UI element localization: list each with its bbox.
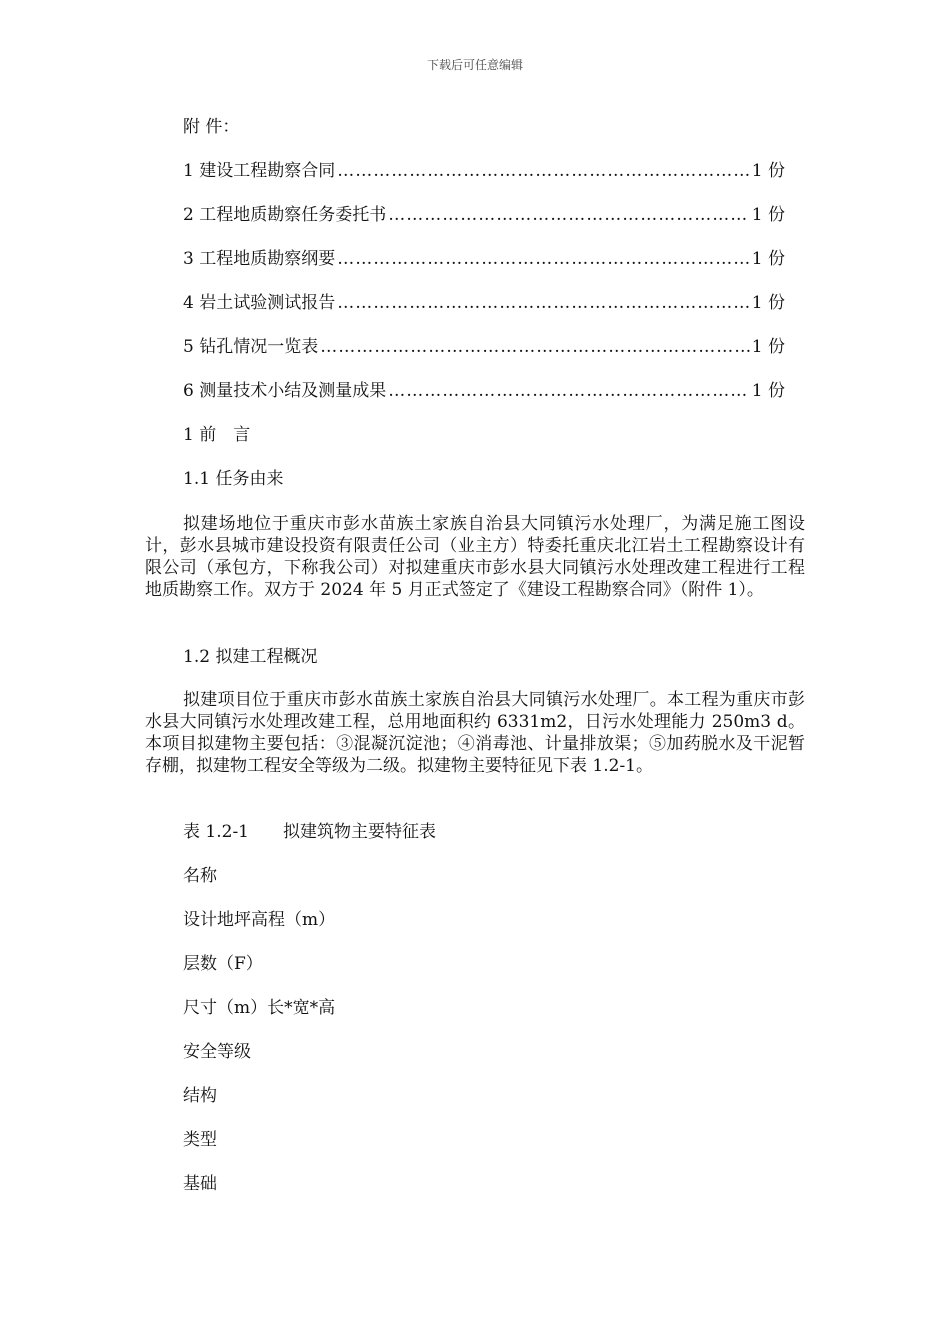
leader-dots	[337, 160, 750, 182]
attachment-item-label: 1 建设工程勘察合同	[183, 161, 336, 181]
attachment-item-label: 5 钻孔情况一览表	[183, 337, 319, 357]
attachment-item-label: 6 测量技术小结及测量成果	[183, 381, 387, 401]
attachment-item-1	[183, 160, 785, 182]
attachment-item-label: 4 岩土试验测试报告	[183, 293, 336, 313]
attachments-title: 附 件：	[183, 117, 240, 137]
table-header-type: 类型	[183, 1130, 217, 1150]
leader-dots	[320, 336, 750, 358]
table-header-safety-level: 安全等级	[183, 1042, 251, 1062]
attachment-item-label: 2 工程地质勘察任务委托书	[183, 205, 387, 225]
section-preface-title: 1 前 言	[183, 425, 251, 445]
attachment-item-2	[183, 204, 785, 226]
attachment-item-5	[183, 336, 785, 358]
attachment-item-3	[183, 248, 785, 270]
section-task-paragraph: 拟建场地位于重庆市彭水苗族土家族自治县大同镇污水处理厂，为满足施工图设计，彭水县城市建设投资有限责任公司（业主方）特委托重庆北江岩土工程勘察设计有限公司（承包方，下称我公司）对拟建重庆市彭水县大同镇污水处理改建工程进行工程地质勘察工作。双方于 2024 年 5 月正式签定了《建设工程勘察合同》（附件 1）。	[145, 514, 805, 600]
table-header-elevation: 设计地坪高程（m）	[183, 910, 336, 930]
table-header-size: 尺寸（m）长*宽*高	[183, 998, 336, 1018]
table-header-foundation: 基础	[183, 1174, 217, 1194]
attachment-item-6	[183, 380, 785, 402]
attachment-item-count: 1 份	[751, 381, 785, 401]
attachment-item-count: 1 份	[751, 161, 785, 181]
page-header-note: 下载后可任意编辑	[426, 58, 523, 72]
attachment-item-label: 3 工程地质勘察纲要	[183, 249, 336, 269]
leader-dots	[337, 292, 750, 314]
leader-dots	[337, 248, 750, 270]
table-caption: 表 1.2-1 拟建筑物主要特征表	[183, 822, 436, 842]
attachment-item-count: 1 份	[751, 249, 785, 269]
table-header-structure: 结构	[183, 1086, 217, 1106]
attachment-item-count: 1 份	[751, 337, 785, 357]
attachment-item-count: 1 份	[751, 205, 785, 225]
leader-dots	[388, 204, 750, 226]
table-header-floors: 层数（F）	[183, 954, 263, 974]
section-overview-paragraph: 拟建项目位于重庆市彭水苗族土家族自治县大同镇污水处理厂。本工程为重庆市彭水县大同镇污水处理改建工程，总用地面积约 6331m2，日污水处理能力 250m3 d。本项目拟建物主要包括：③混凝沉淀池；④消毒池、计量排放渠；⑤加药脱水及干泥暂存棚，拟建物工程安全等级为二级。拟建物主要特征见下表 1.2-1。	[145, 690, 805, 776]
leader-dots	[388, 380, 750, 402]
attachment-item-4	[183, 292, 785, 314]
section-overview-title: 1.2 拟建工程概况	[183, 647, 318, 667]
section-task-title: 1.1 任务由来	[183, 469, 284, 489]
table-header-name: 名称	[183, 866, 217, 886]
attachment-item-count: 1 份	[751, 293, 785, 313]
